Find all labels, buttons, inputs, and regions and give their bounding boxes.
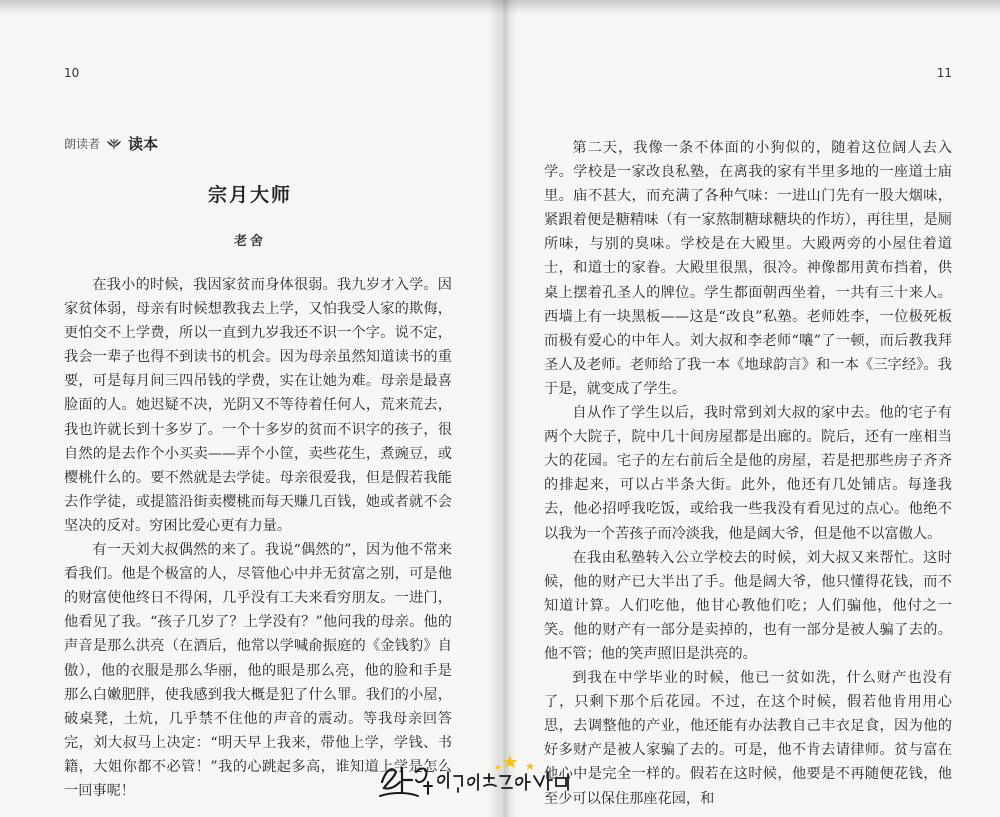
paragraph: 在我小的时候，我因家贫而身体很弱。我九岁才入学。因家贫体弱，母亲有时候想教我去上学，又怕我受人家的欺侮，更怕交不上学费，所以一直到九岁我还不识一个字。说不定，我会一辈子也得不到读书的机会。因为母亲虽然知道读书的重要，可是每月间三四吊钱的学费，实在让她为难。母亲是最喜脸面的人。她迟疑不决，光阴又不等待着任何人，荒来荒去，我也许就长到十多岁了。一个十多岁的贫而不识字的孩子，很自然的是去作个小买卖——弄个小筐，卖些花生，煮豌豆，或樱桃什么的。要不然就是去学徒。母亲很爱我，但是假若我能去作学徒，或提篮沿街卖樱桃而每天赚几百钱，她或者就不会坚决的反对。穷困比爱心更有力量。 — [64, 277, 452, 534]
story-title: 宗月大师 — [207, 184, 292, 206]
running-head-title: 读本 — [128, 135, 159, 153]
paragraph: 到我在中学毕业的时候，他已一贫如洗，什么财产也没有了，只剩下那个后花园。不过，在这个时候，假若他肯用用心思，去调整他的产业，他还能有办法教自己丰衣足食，因为他的好多财产是被人家骗了去的。可是，他不肯去请律师。贫与富在他心中是完全一样的。假若在这时候，他要是不再随便花钱，他至少可以保住那座花园，和 — [544, 670, 952, 807]
right-body-text — [544, 136, 952, 811]
paragraph: 有一天刘大叔偶然的来了。我说“偶然的”，因为他不常来看我们。他是个极富的人，尽管他心中并无贫富之别，可是他的财富使他终日不得闲，几乎没有工夫来看穷朋友。一进门，他看见了我。“孩子几岁了？上学没有？”他问我的母亲。他的声音是那么洪亮（在酒后，他常以学喊俞振庭的《金钱豹》自傲），他的衣服是那么华丽，他的眼是那么亮，他的脸和手是那么白嫩肥胖，使我感到我大概是犯了什么罪。我们的小屋，破桌凳，土炕，几乎禁不住他的声音的震动。等我母亲回答完，刘大叔马上决定：“明天早上我来，带他上学，学钱、书籍，大姐你都不必管！”我的心跳起多高，谁知道上学是怎么一回事呢！ — [64, 542, 452, 799]
paragraph: 自从作了学生以后，我时常到刘大叔的家中去。他的宅子有两个大院子，院中几十间房屋都是出廊的。院后，还有一座相当大的花园。宅子的左右前后全是他的房屋，若是把那些房子齐齐的排起来，可以占半条大街。此外，他还有几处铺店。每逢我去，他必招呼我吃饭，或给我一些我没有看见过的点心。他绝不以我为一个苦孩子而冷淡我，他是阔大爷，但是他不以富傲人。 — [544, 405, 952, 542]
paragraph: 在我由私塾转入公立学校去的时候，刘大叔又来帮忙。这时候，他的财产已大半出了手。他是阔大爷，他只懂得花钱，而不知道计算。人们吃他，他甘心教他们吃；人们骗他，他付之一笑。他的财产有一部分是卖掉的，也有一部分是被人骗了去的。他不管；他的笑声照旧是洪亮的。 — [544, 549, 952, 662]
store-watermark-logo — [372, 752, 582, 808]
left-body-text — [64, 273, 452, 803]
story-author: 老舍 — [233, 234, 266, 249]
page-number-right: 11 — [936, 66, 952, 80]
running-head — [64, 133, 158, 154]
running-head-label: 朗读者 — [64, 137, 101, 151]
book-gutter-shadow — [488, 0, 518, 817]
paragraph: 第二天，我像一条不体面的小狗似的，随着这位阔人去入学。学校是一家改良私塾，在离我的家有半里多地的一座道士庙里。庙不甚大，而充满了各种气味：一进山门先有一股大烟味，紧跟着便是糖精味（有一家熬制糖球糖块的作坊），再往里，是厕所味，与别的臭味。学校是在大殿里。大殿两旁的小屋住着道士，和道士的家眷。大殿里很黑，很冷。神像都用黄布挡着，供桌上摆着孔圣人的牌位。学生都面朝西坐着，一共有三十来人。西墙上有一块黑板——这是“改良”私塾。老师姓李，一位极死板而极有爱心的中年人。刘大叔和李老师“嚷”了一顿，而后教我拜圣人及老师。老师给了我一本《地球韵言》和一本《三字经》。我于是，就变成了学生。 — [544, 140, 952, 397]
top-edge-shadow — [0, 0, 1000, 14]
right-page — [504, 0, 1000, 817]
page-number-left: 10 — [64, 66, 80, 80]
leaf-ornament-icon — [106, 138, 122, 150]
